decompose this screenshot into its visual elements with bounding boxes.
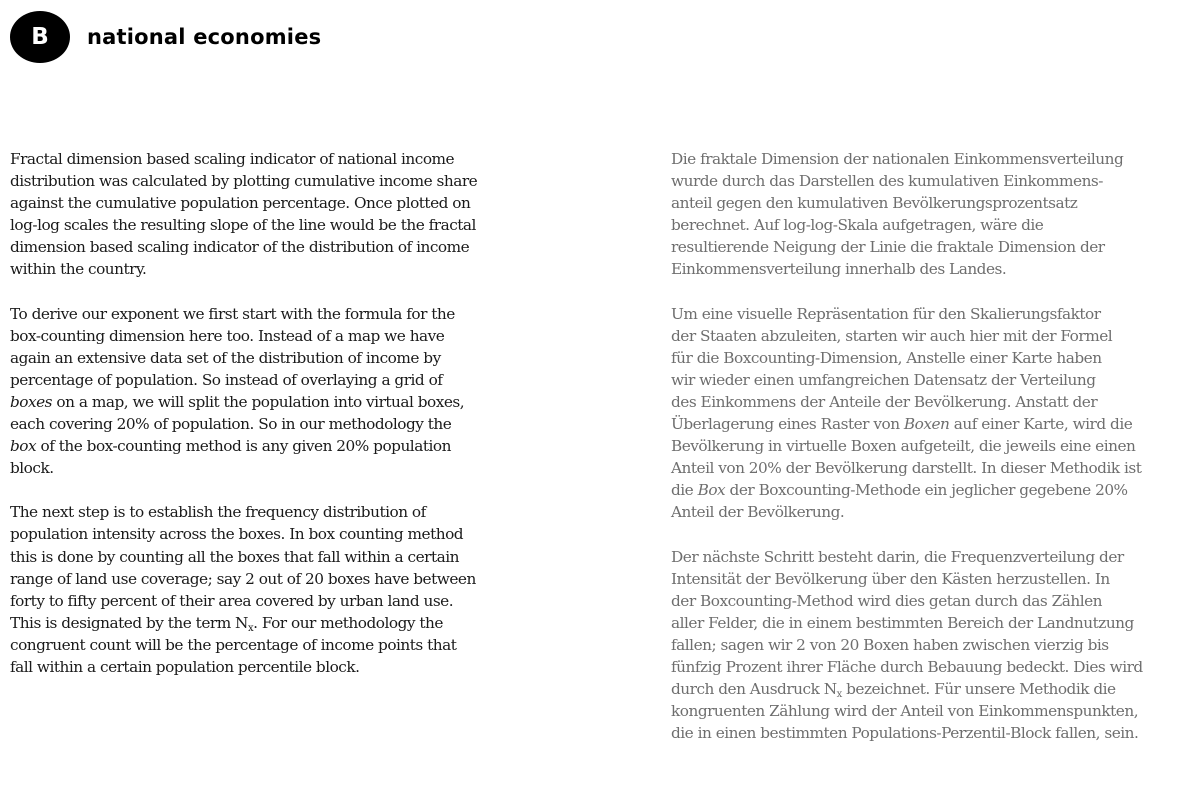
german-column: [671, 148, 1191, 766]
text-line: kongruenten Zählung wird der Anteil von Einkommenspunkten,: [671, 702, 1139, 721]
text-line: Anteil der Bevölkerung.: [671, 503, 845, 522]
text-line: block.: [10, 459, 54, 478]
text-fragment: . For our methodology the: [253, 613, 443, 632]
italic-term: Boxen: [903, 415, 950, 434]
text-line: des Einkommens der Anteile der Bevölkerung. Anstatt der: [671, 392, 1098, 411]
text-line: percentage of population. So instead of overlaying a grid of: [10, 370, 443, 389]
text-fragment: This is designated by the term N: [10, 613, 248, 632]
text-line: anteil gegen den kumulativen Bevölkerungsprozentsatz: [671, 194, 1078, 213]
italic-term: box: [10, 437, 37, 456]
text-line: fallen; sagen wir 2 von 20 Boxen haben zwischen vierzig bis: [671, 635, 1109, 654]
section-header: [10, 11, 321, 63]
text-line: Der nächste Schritt besteht darin, die Frequenzverteilung der: [671, 547, 1124, 566]
text-line: range of land use coverage; say 2 out of 20 boxes have between: [10, 569, 476, 588]
text-line: To derive our exponent we first start with the formula for the: [10, 304, 455, 323]
text-line: [671, 479, 1191, 501]
text-line: box-counting dimension here too. Instead of a map we have: [10, 326, 445, 345]
text-line: Fractal dimension based scaling indicator of national income: [10, 150, 455, 168]
german-paragraph-1: [671, 148, 1191, 281]
text-line: [10, 435, 530, 457]
text-line: again an extensive data set of the distribution of income by: [10, 348, 441, 367]
section-badge: B: [10, 11, 70, 63]
italic-term: Box: [697, 481, 726, 500]
text-fragment: der Boxcounting-Methode ein jeglicher gegebene 20%: [725, 481, 1128, 500]
section-title: national economies: [87, 25, 322, 49]
text-line: population intensity across the boxes. In box counting method: [10, 525, 464, 544]
text-line: der Staaten abzuleiten, starten wir auch hier mit der Formel: [671, 326, 1113, 345]
text-line: für die Boxcounting-Dimension, Anstelle einer Karte haben: [671, 348, 1102, 367]
text-line: wurde durch das Darstellen des kumulativen Einkommens-: [671, 172, 1103, 191]
text-fragment: bezeichnet. Für unsere Methodik die: [841, 680, 1116, 699]
text-line: dimension based scaling indicator of the distribution of income: [10, 238, 470, 257]
text-line: Die fraktale Dimension der nationalen Einkommensverteilung: [671, 150, 1124, 168]
text-line: aller Felder, die in einem bestimmten Bereich der Landnutzung: [671, 613, 1134, 632]
italic-term: boxes: [10, 392, 53, 411]
text-fragment: auf einer Karte, wird die: [949, 415, 1133, 434]
text-line: [10, 612, 530, 634]
text-line: fünfzig Prozent ihrer Fläche durch Bebauung bedeckt. Dies wird: [671, 657, 1143, 676]
text-line: resultierende Neigung der Linie die fraktale Dimension der: [671, 238, 1105, 257]
text-line: [671, 413, 1191, 435]
text-line: berechnet. Auf log-log-Skala aufgetragen, wäre die: [671, 216, 1044, 235]
english-paragraph-1: [10, 148, 530, 281]
text-line: log-log scales the resulting slope of the line would be the fractal: [10, 216, 476, 235]
text-line: Einkommensverteilung innerhalb des Landes.: [671, 260, 1007, 279]
text-line: forty to fifty percent of their area covered by urban land use.: [10, 591, 454, 610]
text-line: [10, 391, 530, 413]
text-fragment: die: [671, 481, 698, 500]
text-line: wir wieder einen umfangreichen Datensatz der Verteilung: [671, 370, 1096, 389]
text-line: Bevölkerung in virtuelle Boxen aufgeteilt, die jeweils eine einen: [671, 437, 1136, 456]
text-line: The next step is to establish the frequency distribution of: [10, 503, 426, 522]
text-line: fall within a certain population percentile block.: [10, 657, 360, 676]
subscript: x: [247, 622, 254, 634]
text-line: this is done by counting all the boxes that fall within a certain: [10, 547, 459, 566]
english-paragraph-2: [10, 303, 530, 480]
text-line: die in einen bestimmten Populations-Perzentil-Block fallen, sein.: [671, 724, 1139, 743]
text-line: Intensität der Bevölkerung über den Kästen herzustellen. In: [671, 569, 1110, 588]
text-fragment: on a map, we will split the population into virtual boxes,: [52, 392, 465, 411]
text-fragment: of the box-counting method is any given 20% population: [36, 437, 451, 456]
german-paragraph-2: [671, 303, 1191, 524]
text-line: distribution was calculated by plotting cumulative income share: [10, 172, 478, 191]
text-line: each covering 20% of population. So in our methodology the: [10, 415, 452, 434]
text-line: Anteil von 20% der Bevölkerung darstellt. In dieser Methodik ist: [671, 459, 1142, 478]
text-line: against the cumulative population percentage. Once plotted on: [10, 194, 471, 213]
text-line: Um eine visuelle Repräsentation für den Skalierungsfaktor: [671, 304, 1101, 323]
english-column: [10, 148, 530, 700]
english-paragraph-3: [10, 501, 530, 678]
subscript: x: [836, 689, 842, 701]
text-line: within the country.: [10, 260, 147, 279]
text-line: [671, 678, 1191, 700]
text-line: der Boxcounting-Method wird dies getan durch das Zählen: [671, 591, 1102, 610]
german-paragraph-3: [671, 546, 1191, 745]
text-line: congruent count will be the percentage of income points that: [10, 635, 457, 654]
text-fragment: Überlagerung eines Raster von: [671, 415, 904, 434]
text-fragment: durch den Ausdruck N: [671, 680, 837, 699]
